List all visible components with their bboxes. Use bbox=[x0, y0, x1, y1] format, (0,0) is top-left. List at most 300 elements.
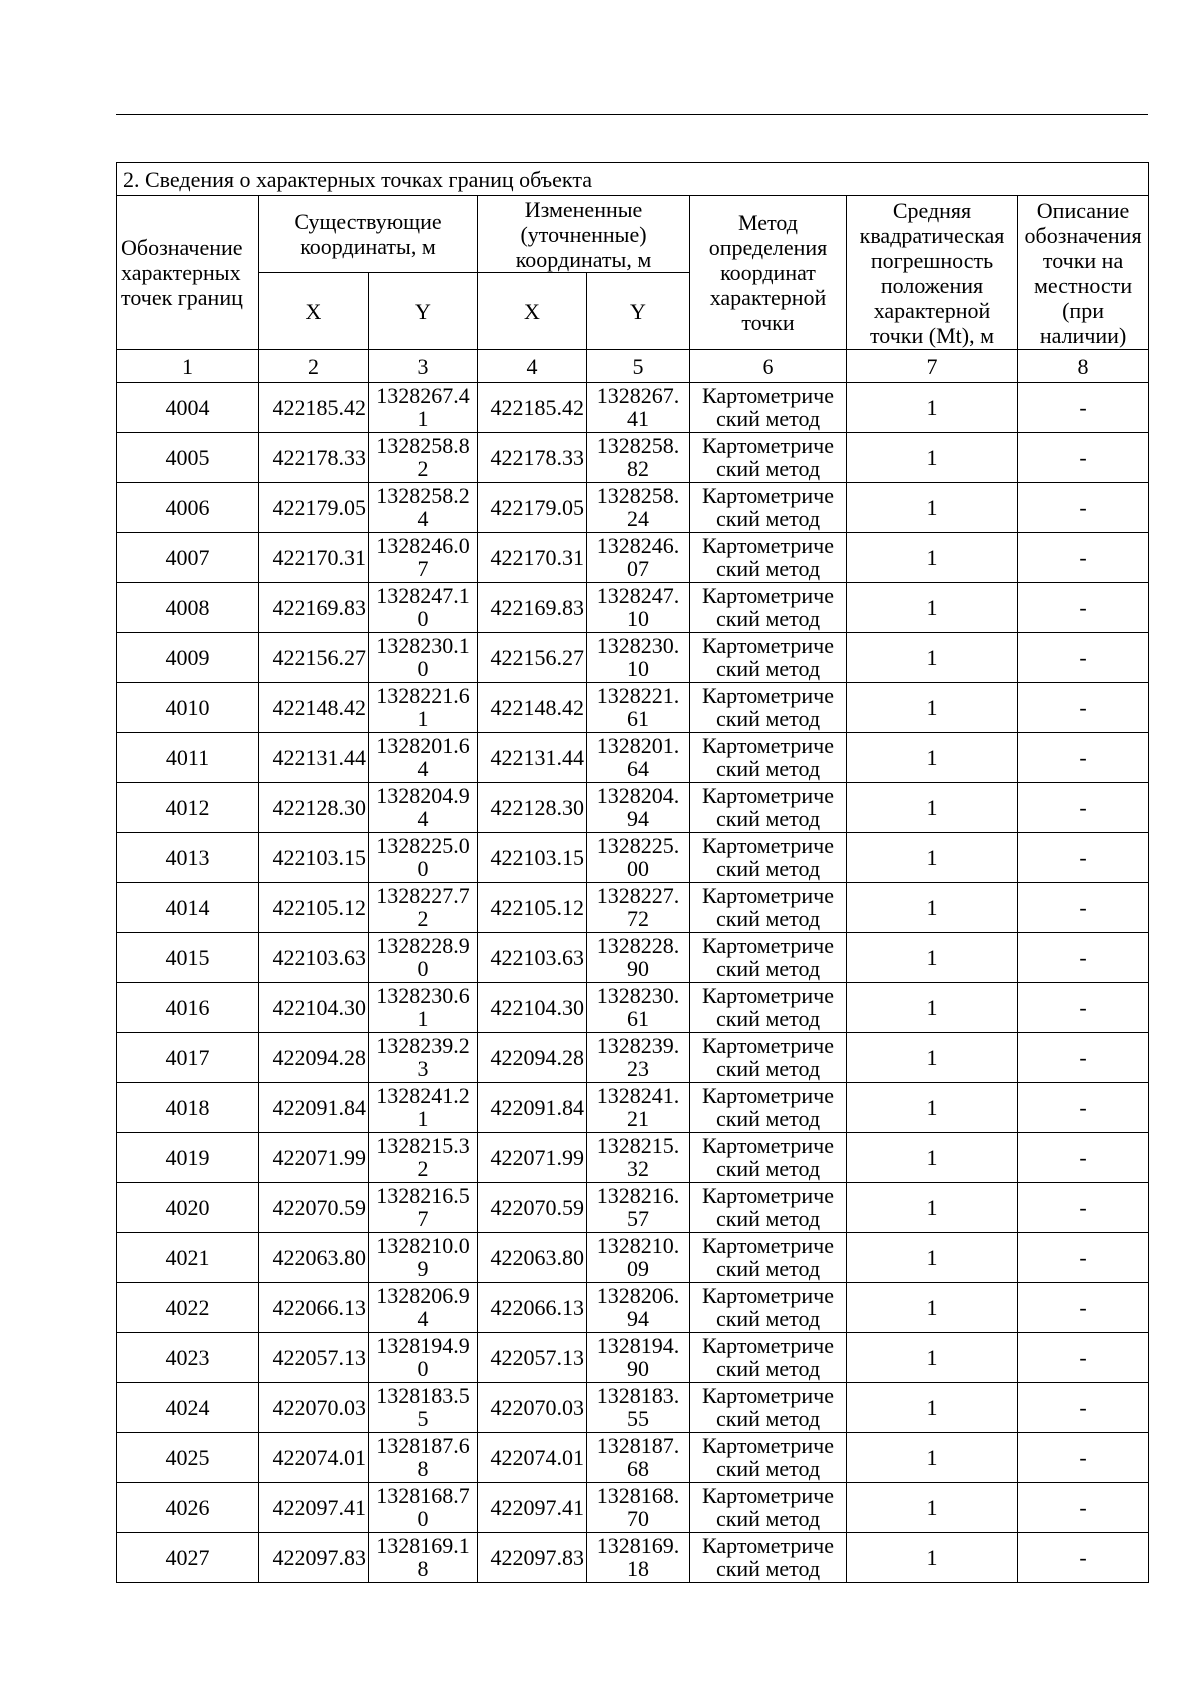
column-number: 2 bbox=[259, 350, 369, 383]
existing-x-cell: 422063.80 bbox=[259, 1233, 369, 1283]
existing-y-cell bbox=[369, 583, 478, 633]
existing-x-cell: 422156.27 bbox=[259, 633, 369, 683]
description-cell: - bbox=[1018, 1233, 1149, 1283]
table-row bbox=[117, 633, 1149, 683]
changed-x-cell: 422104.30 bbox=[478, 983, 587, 1033]
method-cell-text: Картометриче ский метод bbox=[702, 383, 834, 431]
existing-y-cell bbox=[369, 1383, 478, 1433]
existing-x-cell: 422185.42 bbox=[259, 383, 369, 433]
method-cell bbox=[690, 783, 847, 833]
header-description: Описание обозначения точки на местности (при наличии) bbox=[1018, 196, 1149, 350]
changed-y-cell bbox=[587, 1433, 690, 1483]
changed-y-cell bbox=[587, 533, 690, 583]
method-cell-text: Картометриче ский метод bbox=[702, 1383, 834, 1431]
accuracy-cell: 1 bbox=[847, 983, 1018, 1033]
changed-x-cell: 422091.84 bbox=[478, 1083, 587, 1133]
table-row bbox=[117, 1033, 1149, 1083]
existing-y-cell-text: 1328247.1 0 bbox=[376, 583, 470, 631]
changed-y-cell-text: 1328247. 10 bbox=[596, 583, 680, 631]
existing-y-cell-text: 1328183.5 5 bbox=[376, 1383, 470, 1431]
existing-y-cell bbox=[369, 833, 478, 883]
accuracy-cell: 1 bbox=[847, 933, 1018, 983]
changed-y-cell bbox=[587, 1483, 690, 1533]
table-row bbox=[117, 683, 1149, 733]
existing-y-cell bbox=[369, 533, 478, 583]
existing-y-cell bbox=[369, 783, 478, 833]
changed-y-cell bbox=[587, 1383, 690, 1433]
section-title: 2. Сведения о характерных точках границ объекта bbox=[117, 163, 1149, 196]
changed-y-cell bbox=[587, 1533, 690, 1583]
method-cell bbox=[690, 1033, 847, 1083]
header-changed-y: Y bbox=[587, 273, 690, 350]
existing-y-cell-text: 1328239.2 3 bbox=[376, 1033, 470, 1081]
changed-y-cell bbox=[587, 883, 690, 933]
existing-x-cell: 422103.63 bbox=[259, 933, 369, 983]
method-cell bbox=[690, 533, 847, 583]
accuracy-cell: 1 bbox=[847, 883, 1018, 933]
existing-x-cell: 422169.83 bbox=[259, 583, 369, 633]
changed-x-cell: 422185.42 bbox=[478, 383, 587, 433]
method-cell bbox=[690, 733, 847, 783]
point-id-cell: 4013 bbox=[117, 833, 259, 883]
table-row bbox=[117, 1383, 1149, 1433]
column-number: 4 bbox=[478, 350, 587, 383]
method-cell bbox=[690, 433, 847, 483]
point-id-cell: 4019 bbox=[117, 1133, 259, 1183]
changed-y-cell bbox=[587, 1333, 690, 1383]
existing-y-cell bbox=[369, 1483, 478, 1533]
table-row bbox=[117, 1433, 1149, 1483]
header-existing-y: Y bbox=[369, 273, 478, 350]
method-cell-text: Картометриче ский метод bbox=[702, 1083, 834, 1131]
existing-y-cell bbox=[369, 1433, 478, 1483]
changed-y-cell-text: 1328230. 61 bbox=[596, 983, 680, 1031]
changed-y-cell bbox=[587, 483, 690, 533]
point-id-cell: 4009 bbox=[117, 633, 259, 683]
existing-y-cell-text: 1328246.0 7 bbox=[376, 533, 470, 581]
method-cell bbox=[690, 1333, 847, 1383]
existing-x-cell: 422094.28 bbox=[259, 1033, 369, 1083]
changed-y-cell-text: 1328194. 90 bbox=[596, 1333, 680, 1381]
accuracy-cell: 1 bbox=[847, 483, 1018, 533]
point-id-cell: 4007 bbox=[117, 533, 259, 583]
existing-y-cell-text: 1328168.7 0 bbox=[376, 1483, 470, 1531]
column-number: 7 bbox=[847, 350, 1018, 383]
existing-x-cell: 422178.33 bbox=[259, 433, 369, 483]
header-rule bbox=[116, 114, 1148, 115]
point-id-cell: 4026 bbox=[117, 1483, 259, 1533]
table-row bbox=[117, 533, 1149, 583]
changed-x-cell: 422179.05 bbox=[478, 483, 587, 533]
changed-x-cell: 422057.13 bbox=[478, 1333, 587, 1383]
table-row bbox=[117, 383, 1149, 433]
point-id-cell: 4021 bbox=[117, 1233, 259, 1283]
point-id-cell: 4006 bbox=[117, 483, 259, 533]
existing-y-cell-text: 1328258.2 4 bbox=[376, 483, 470, 531]
description-cell: - bbox=[1018, 1483, 1149, 1533]
changed-y-cell-text: 1328230. 10 bbox=[596, 633, 680, 681]
method-cell bbox=[690, 1433, 847, 1483]
existing-y-cell bbox=[369, 1033, 478, 1083]
method-cell bbox=[690, 1483, 847, 1533]
method-cell bbox=[690, 1383, 847, 1433]
table-row bbox=[117, 433, 1149, 483]
description-cell: - bbox=[1018, 383, 1149, 433]
changed-y-cell-text: 1328216. 57 bbox=[596, 1183, 680, 1231]
changed-y-cell bbox=[587, 583, 690, 633]
existing-y-cell-text: 1328227.7 2 bbox=[376, 883, 470, 931]
method-cell-text: Картометриче ский метод bbox=[702, 933, 834, 981]
description-cell: - bbox=[1018, 1333, 1149, 1383]
changed-y-cell bbox=[587, 1133, 690, 1183]
changed-y-cell-text: 1328201. 64 bbox=[596, 733, 680, 781]
accuracy-cell: 1 bbox=[847, 433, 1018, 483]
column-number-row bbox=[117, 350, 1149, 383]
table-row bbox=[117, 1533, 1149, 1583]
changed-y-cell-text: 1328241. 21 bbox=[596, 1083, 680, 1131]
accuracy-cell: 1 bbox=[847, 633, 1018, 683]
description-cell: - bbox=[1018, 1033, 1149, 1083]
accuracy-cell: 1 bbox=[847, 1033, 1018, 1083]
table-row bbox=[117, 483, 1149, 533]
method-cell-text: Картометриче ский метод bbox=[702, 1033, 834, 1081]
changed-y-cell-text: 1328215. 32 bbox=[596, 1133, 680, 1181]
column-number: 5 bbox=[587, 350, 690, 383]
changed-x-cell: 422094.28 bbox=[478, 1033, 587, 1083]
existing-x-cell: 422148.42 bbox=[259, 683, 369, 733]
method-cell bbox=[690, 833, 847, 883]
changed-y-cell-text: 1328169. 18 bbox=[596, 1533, 680, 1581]
accuracy-cell: 1 bbox=[847, 1233, 1018, 1283]
changed-y-cell bbox=[587, 783, 690, 833]
changed-x-cell: 422156.27 bbox=[478, 633, 587, 683]
existing-y-cell-text: 1328267.4 1 bbox=[376, 383, 470, 431]
changed-y-cell-text: 1328227. 72 bbox=[596, 883, 680, 931]
changed-x-cell: 422097.83 bbox=[478, 1533, 587, 1583]
existing-y-cell-text: 1328204.9 4 bbox=[376, 783, 470, 831]
method-cell-text: Картометриче ский метод bbox=[702, 983, 834, 1031]
changed-y-cell-text: 1328206. 94 bbox=[596, 1283, 680, 1331]
table-row bbox=[117, 1333, 1149, 1383]
existing-x-cell: 422057.13 bbox=[259, 1333, 369, 1383]
description-cell: - bbox=[1018, 783, 1149, 833]
existing-x-cell: 422131.44 bbox=[259, 733, 369, 783]
header-existing-coords: Существующие координаты, м bbox=[259, 196, 478, 273]
method-cell bbox=[690, 1233, 847, 1283]
existing-y-cell-text: 1328225.0 0 bbox=[376, 833, 470, 881]
existing-y-cell-text: 1328216.5 7 bbox=[376, 1183, 470, 1231]
changed-y-cell bbox=[587, 833, 690, 883]
method-cell-text: Картометриче ский метод bbox=[702, 883, 834, 931]
accuracy-cell: 1 bbox=[847, 1433, 1018, 1483]
existing-y-cell-text: 1328210.0 9 bbox=[376, 1233, 470, 1281]
point-id-cell: 4027 bbox=[117, 1533, 259, 1583]
method-cell bbox=[690, 1533, 847, 1583]
method-cell-text: Картометриче ский метод bbox=[702, 1183, 834, 1231]
description-cell: - bbox=[1018, 983, 1149, 1033]
description-cell: - bbox=[1018, 483, 1149, 533]
table-row bbox=[117, 733, 1149, 783]
method-cell bbox=[690, 383, 847, 433]
existing-x-cell: 422170.31 bbox=[259, 533, 369, 583]
method-cell bbox=[690, 1183, 847, 1233]
existing-y-cell bbox=[369, 883, 478, 933]
accuracy-cell: 1 bbox=[847, 1483, 1018, 1533]
changed-y-cell bbox=[587, 1233, 690, 1283]
changed-y-cell-text: 1328221. 61 bbox=[596, 683, 680, 731]
existing-x-cell: 422179.05 bbox=[259, 483, 369, 533]
boundary-points-table bbox=[116, 162, 1149, 1583]
point-id-cell: 4015 bbox=[117, 933, 259, 983]
point-id-cell: 4020 bbox=[117, 1183, 259, 1233]
existing-x-cell: 422070.03 bbox=[259, 1383, 369, 1433]
header-existing-x: X bbox=[259, 273, 369, 350]
header-designation: Обозначение характерных точек границ bbox=[117, 196, 259, 350]
changed-y-cell bbox=[587, 1033, 690, 1083]
method-cell-text: Картометриче ский метод bbox=[702, 683, 834, 731]
changed-x-cell: 422178.33 bbox=[478, 433, 587, 483]
existing-y-cell-text: 1328206.9 4 bbox=[376, 1283, 470, 1331]
table-row bbox=[117, 883, 1149, 933]
changed-x-cell: 422103.15 bbox=[478, 833, 587, 883]
method-cell-text: Картометриче ский метод bbox=[702, 1233, 834, 1281]
existing-y-cell bbox=[369, 1233, 478, 1283]
changed-x-cell: 422097.41 bbox=[478, 1483, 587, 1533]
changed-x-cell: 422070.59 bbox=[478, 1183, 587, 1233]
changed-y-cell bbox=[587, 1283, 690, 1333]
changed-y-cell-text: 1328204. 94 bbox=[596, 783, 680, 831]
accuracy-cell: 1 bbox=[847, 583, 1018, 633]
changed-x-cell: 422103.63 bbox=[478, 933, 587, 983]
accuracy-cell: 1 bbox=[847, 733, 1018, 783]
changed-x-cell: 422070.03 bbox=[478, 1383, 587, 1433]
changed-y-cell bbox=[587, 683, 690, 733]
existing-y-cell bbox=[369, 1333, 478, 1383]
existing-x-cell: 422104.30 bbox=[259, 983, 369, 1033]
method-cell bbox=[690, 1133, 847, 1183]
existing-y-cell-text: 1328201.6 4 bbox=[376, 733, 470, 781]
method-cell-text: Картометриче ский метод bbox=[702, 1283, 834, 1331]
column-number: 3 bbox=[369, 350, 478, 383]
changed-x-cell: 422148.42 bbox=[478, 683, 587, 733]
method-cell bbox=[690, 483, 847, 533]
changed-y-cell bbox=[587, 383, 690, 433]
changed-x-cell: 422128.30 bbox=[478, 783, 587, 833]
changed-x-cell: 422131.44 bbox=[478, 733, 587, 783]
method-cell bbox=[690, 883, 847, 933]
point-id-cell: 4014 bbox=[117, 883, 259, 933]
point-id-cell: 4012 bbox=[117, 783, 259, 833]
existing-y-cell bbox=[369, 1133, 478, 1183]
column-number: 6 bbox=[690, 350, 847, 383]
existing-x-cell: 422097.83 bbox=[259, 1533, 369, 1583]
table-row bbox=[117, 583, 1149, 633]
method-cell bbox=[690, 1283, 847, 1333]
existing-y-cell bbox=[369, 1283, 478, 1333]
existing-y-cell bbox=[369, 633, 478, 683]
description-cell: - bbox=[1018, 1533, 1149, 1583]
table-row bbox=[117, 833, 1149, 883]
table-row bbox=[117, 1483, 1149, 1533]
existing-y-cell bbox=[369, 483, 478, 533]
changed-y-cell bbox=[587, 1083, 690, 1133]
description-cell: - bbox=[1018, 833, 1149, 883]
existing-y-cell-text: 1328228.9 0 bbox=[376, 933, 470, 981]
existing-x-cell: 422097.41 bbox=[259, 1483, 369, 1533]
method-cell bbox=[690, 583, 847, 633]
table-row bbox=[117, 1283, 1149, 1333]
changed-y-cell-text: 1328258. 24 bbox=[596, 483, 680, 531]
changed-x-cell: 422170.31 bbox=[478, 533, 587, 583]
changed-y-cell-text: 1328210. 09 bbox=[596, 1233, 680, 1281]
changed-y-cell bbox=[587, 733, 690, 783]
changed-x-cell: 422105.12 bbox=[478, 883, 587, 933]
accuracy-cell: 1 bbox=[847, 533, 1018, 583]
changed-y-cell-text: 1328258. 82 bbox=[596, 433, 680, 481]
table-row bbox=[117, 1233, 1149, 1283]
method-cell-text: Картометриче ский метод bbox=[702, 533, 834, 581]
method-cell bbox=[690, 983, 847, 1033]
point-id-cell: 4010 bbox=[117, 683, 259, 733]
method-cell bbox=[690, 1083, 847, 1133]
changed-y-cell-text: 1328228. 90 bbox=[596, 933, 680, 981]
method-cell bbox=[690, 683, 847, 733]
changed-y-cell bbox=[587, 1183, 690, 1233]
table-row bbox=[117, 983, 1149, 1033]
changed-x-cell: 422074.01 bbox=[478, 1433, 587, 1483]
changed-x-cell: 422066.13 bbox=[478, 1283, 587, 1333]
description-cell: - bbox=[1018, 583, 1149, 633]
existing-y-cell bbox=[369, 433, 478, 483]
header-changed-x: X bbox=[478, 273, 587, 350]
changed-x-cell: 422071.99 bbox=[478, 1133, 587, 1183]
existing-x-cell: 422128.30 bbox=[259, 783, 369, 833]
existing-y-cell bbox=[369, 733, 478, 783]
method-cell-text: Картометриче ский метод bbox=[702, 833, 834, 881]
method-cell-text: Картометриче ский метод bbox=[702, 1133, 834, 1181]
method-cell-text: Картометриче ский метод bbox=[702, 1483, 834, 1531]
changed-y-cell-text: 1328225. 00 bbox=[596, 833, 680, 881]
point-id-cell: 4022 bbox=[117, 1283, 259, 1333]
changed-y-cell-text: 1328168. 70 bbox=[596, 1483, 680, 1531]
table-row bbox=[117, 783, 1149, 833]
description-cell: - bbox=[1018, 1183, 1149, 1233]
existing-y-cell bbox=[369, 1183, 478, 1233]
header-method: Метод определения координат характерной точки bbox=[690, 196, 847, 350]
boundary-points-section bbox=[116, 162, 1148, 1583]
accuracy-cell: 1 bbox=[847, 683, 1018, 733]
method-cell-text: Картометриче ский метод bbox=[702, 783, 834, 831]
section-title-row bbox=[117, 163, 1149, 196]
column-number: 8 bbox=[1018, 350, 1149, 383]
changed-y-cell bbox=[587, 433, 690, 483]
point-id-cell: 4023 bbox=[117, 1333, 259, 1383]
existing-y-cell bbox=[369, 1083, 478, 1133]
point-id-cell: 4017 bbox=[117, 1033, 259, 1083]
accuracy-cell: 1 bbox=[847, 1083, 1018, 1133]
table-row bbox=[117, 933, 1149, 983]
description-cell: - bbox=[1018, 1133, 1149, 1183]
existing-y-cell bbox=[369, 983, 478, 1033]
accuracy-cell: 1 bbox=[847, 833, 1018, 883]
existing-x-cell: 422103.15 bbox=[259, 833, 369, 883]
point-id-cell: 4025 bbox=[117, 1433, 259, 1483]
point-id-cell: 4016 bbox=[117, 983, 259, 1033]
changed-y-cell bbox=[587, 633, 690, 683]
existing-x-cell: 422066.13 bbox=[259, 1283, 369, 1333]
changed-y-cell-text: 1328246. 07 bbox=[596, 533, 680, 581]
accuracy-cell: 1 bbox=[847, 383, 1018, 433]
accuracy-cell: 1 bbox=[847, 1333, 1018, 1383]
existing-x-cell: 422074.01 bbox=[259, 1433, 369, 1483]
point-id-cell: 4008 bbox=[117, 583, 259, 633]
description-cell: - bbox=[1018, 1283, 1149, 1333]
changed-y-cell-text: 1328267. 41 bbox=[596, 383, 680, 431]
method-cell-text: Картометриче ский метод bbox=[702, 583, 834, 631]
existing-y-cell-text: 1328258.8 2 bbox=[376, 433, 470, 481]
point-id-cell: 4011 bbox=[117, 733, 259, 783]
existing-y-cell-text: 1328215.3 2 bbox=[376, 1133, 470, 1181]
accuracy-cell: 1 bbox=[847, 1133, 1018, 1183]
changed-y-cell-text: 1328239. 23 bbox=[596, 1033, 680, 1081]
existing-y-cell bbox=[369, 1533, 478, 1583]
existing-x-cell: 422071.99 bbox=[259, 1133, 369, 1183]
description-cell: - bbox=[1018, 533, 1149, 583]
method-cell-text: Картометриче ский метод bbox=[702, 1433, 834, 1481]
existing-y-cell-text: 1328241.2 1 bbox=[376, 1083, 470, 1131]
changed-y-cell-text: 1328187. 68 bbox=[596, 1433, 680, 1481]
method-cell bbox=[690, 633, 847, 683]
changed-y-cell bbox=[587, 933, 690, 983]
existing-y-cell-text: 1328221.6 1 bbox=[376, 683, 470, 731]
accuracy-cell: 1 bbox=[847, 1183, 1018, 1233]
description-cell: - bbox=[1018, 1433, 1149, 1483]
table-row bbox=[117, 1133, 1149, 1183]
method-cell bbox=[690, 933, 847, 983]
existing-y-cell bbox=[369, 933, 478, 983]
method-cell-text: Картометриче ский метод bbox=[702, 483, 834, 531]
table-row bbox=[117, 1183, 1149, 1233]
point-id-cell: 4024 bbox=[117, 1383, 259, 1433]
changed-y-cell bbox=[587, 983, 690, 1033]
existing-x-cell: 422070.59 bbox=[259, 1183, 369, 1233]
changed-x-cell: 422169.83 bbox=[478, 583, 587, 633]
changed-y-cell-text: 1328183. 55 bbox=[596, 1383, 680, 1431]
existing-y-cell-text: 1328194.9 0 bbox=[376, 1333, 470, 1381]
existing-x-cell: 422105.12 bbox=[259, 883, 369, 933]
existing-x-cell: 422091.84 bbox=[259, 1083, 369, 1133]
existing-y-cell bbox=[369, 683, 478, 733]
description-cell: - bbox=[1018, 883, 1149, 933]
description-cell: - bbox=[1018, 1383, 1149, 1433]
point-id-cell: 4004 bbox=[117, 383, 259, 433]
accuracy-cell: 1 bbox=[847, 1283, 1018, 1333]
description-cell: - bbox=[1018, 933, 1149, 983]
header-row-1 bbox=[117, 196, 1149, 273]
description-cell: - bbox=[1018, 433, 1149, 483]
accuracy-cell: 1 bbox=[847, 783, 1018, 833]
description-cell: - bbox=[1018, 1083, 1149, 1133]
existing-y-cell bbox=[369, 383, 478, 433]
table-row bbox=[117, 1083, 1149, 1133]
existing-y-cell-text: 1328230.6 1 bbox=[376, 983, 470, 1031]
column-number: 1 bbox=[117, 350, 259, 383]
method-cell-text: Картометриче ский метод bbox=[702, 1333, 834, 1381]
point-id-cell: 4005 bbox=[117, 433, 259, 483]
changed-x-cell: 422063.80 bbox=[478, 1233, 587, 1283]
method-cell-text: Картометриче ский метод bbox=[702, 733, 834, 781]
method-cell-text: Картометриче ский метод bbox=[702, 1533, 834, 1581]
